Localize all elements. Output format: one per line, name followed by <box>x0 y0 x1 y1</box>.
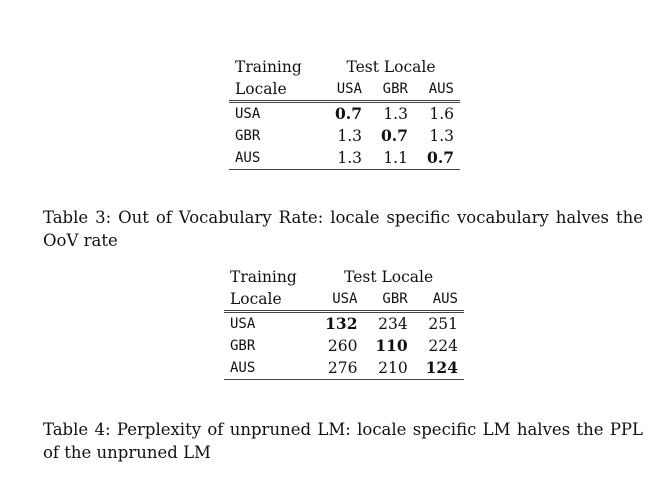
cell-value: 0.7 <box>322 102 368 126</box>
cell-value: 210 <box>363 357 413 380</box>
row-label: AUS <box>224 357 313 380</box>
table-3 <box>229 56 460 170</box>
training-header: Training <box>230 268 297 286</box>
cell-value: 1.3 <box>322 147 368 170</box>
cell-value: 260 <box>327 337 358 355</box>
training-header: Training <box>235 58 302 76</box>
table-row <box>229 125 460 147</box>
table-4-caption: Table 4: Perplexity of unpruned LM: locale specific LM halves the PPL of the unpruned LM <box>43 420 643 462</box>
cell-value: 0.7 <box>414 147 460 170</box>
cell-value: 1.3 <box>368 102 414 126</box>
table-row <box>229 102 460 126</box>
cell-value: 276 <box>313 357 363 380</box>
table-row <box>224 335 464 357</box>
cell-value: 1.1 <box>368 147 414 170</box>
test-locale-header: Test Locale <box>346 58 436 76</box>
cell-value: 1.3 <box>429 127 454 145</box>
column-header-aus: AUS <box>432 291 458 307</box>
column-header-gbr: GBR <box>382 291 408 307</box>
table-4 <box>224 266 464 380</box>
cell-value: 124 <box>414 357 464 380</box>
row-label: AUS <box>229 147 322 170</box>
cell-value: 224 <box>428 337 458 355</box>
row-label: GBR <box>235 128 261 144</box>
cell-value: 110 <box>375 336 408 355</box>
table-row <box>229 147 460 170</box>
table-row <box>224 357 464 380</box>
row-label: USA <box>229 102 322 126</box>
cell-value: 251 <box>414 312 464 336</box>
column-header-gbr: GBR <box>382 81 408 97</box>
locale-header: Locale <box>235 80 287 98</box>
cell-value: 234 <box>363 312 413 336</box>
row-label: GBR <box>230 338 256 354</box>
table-3-caption: Table 3: Out of Vocabulary Rate: locale specific vocabulary halves the OoV rate <box>43 208 643 250</box>
column-header-aus: AUS <box>428 81 454 97</box>
column-header-usa: USA <box>336 81 362 97</box>
cell-value: 132 <box>313 312 363 336</box>
cell-value: 1.3 <box>337 127 362 145</box>
row-label: USA <box>224 312 313 336</box>
table-row <box>224 312 464 336</box>
column-header-usa: USA <box>332 291 358 307</box>
cell-value: 1.6 <box>414 102 460 126</box>
locale-header: Locale <box>230 290 282 308</box>
test-locale-header: Test Locale <box>344 268 434 286</box>
oov-rate-table <box>229 56 460 170</box>
cell-value: 0.7 <box>381 126 408 145</box>
perplexity-table <box>224 266 464 380</box>
